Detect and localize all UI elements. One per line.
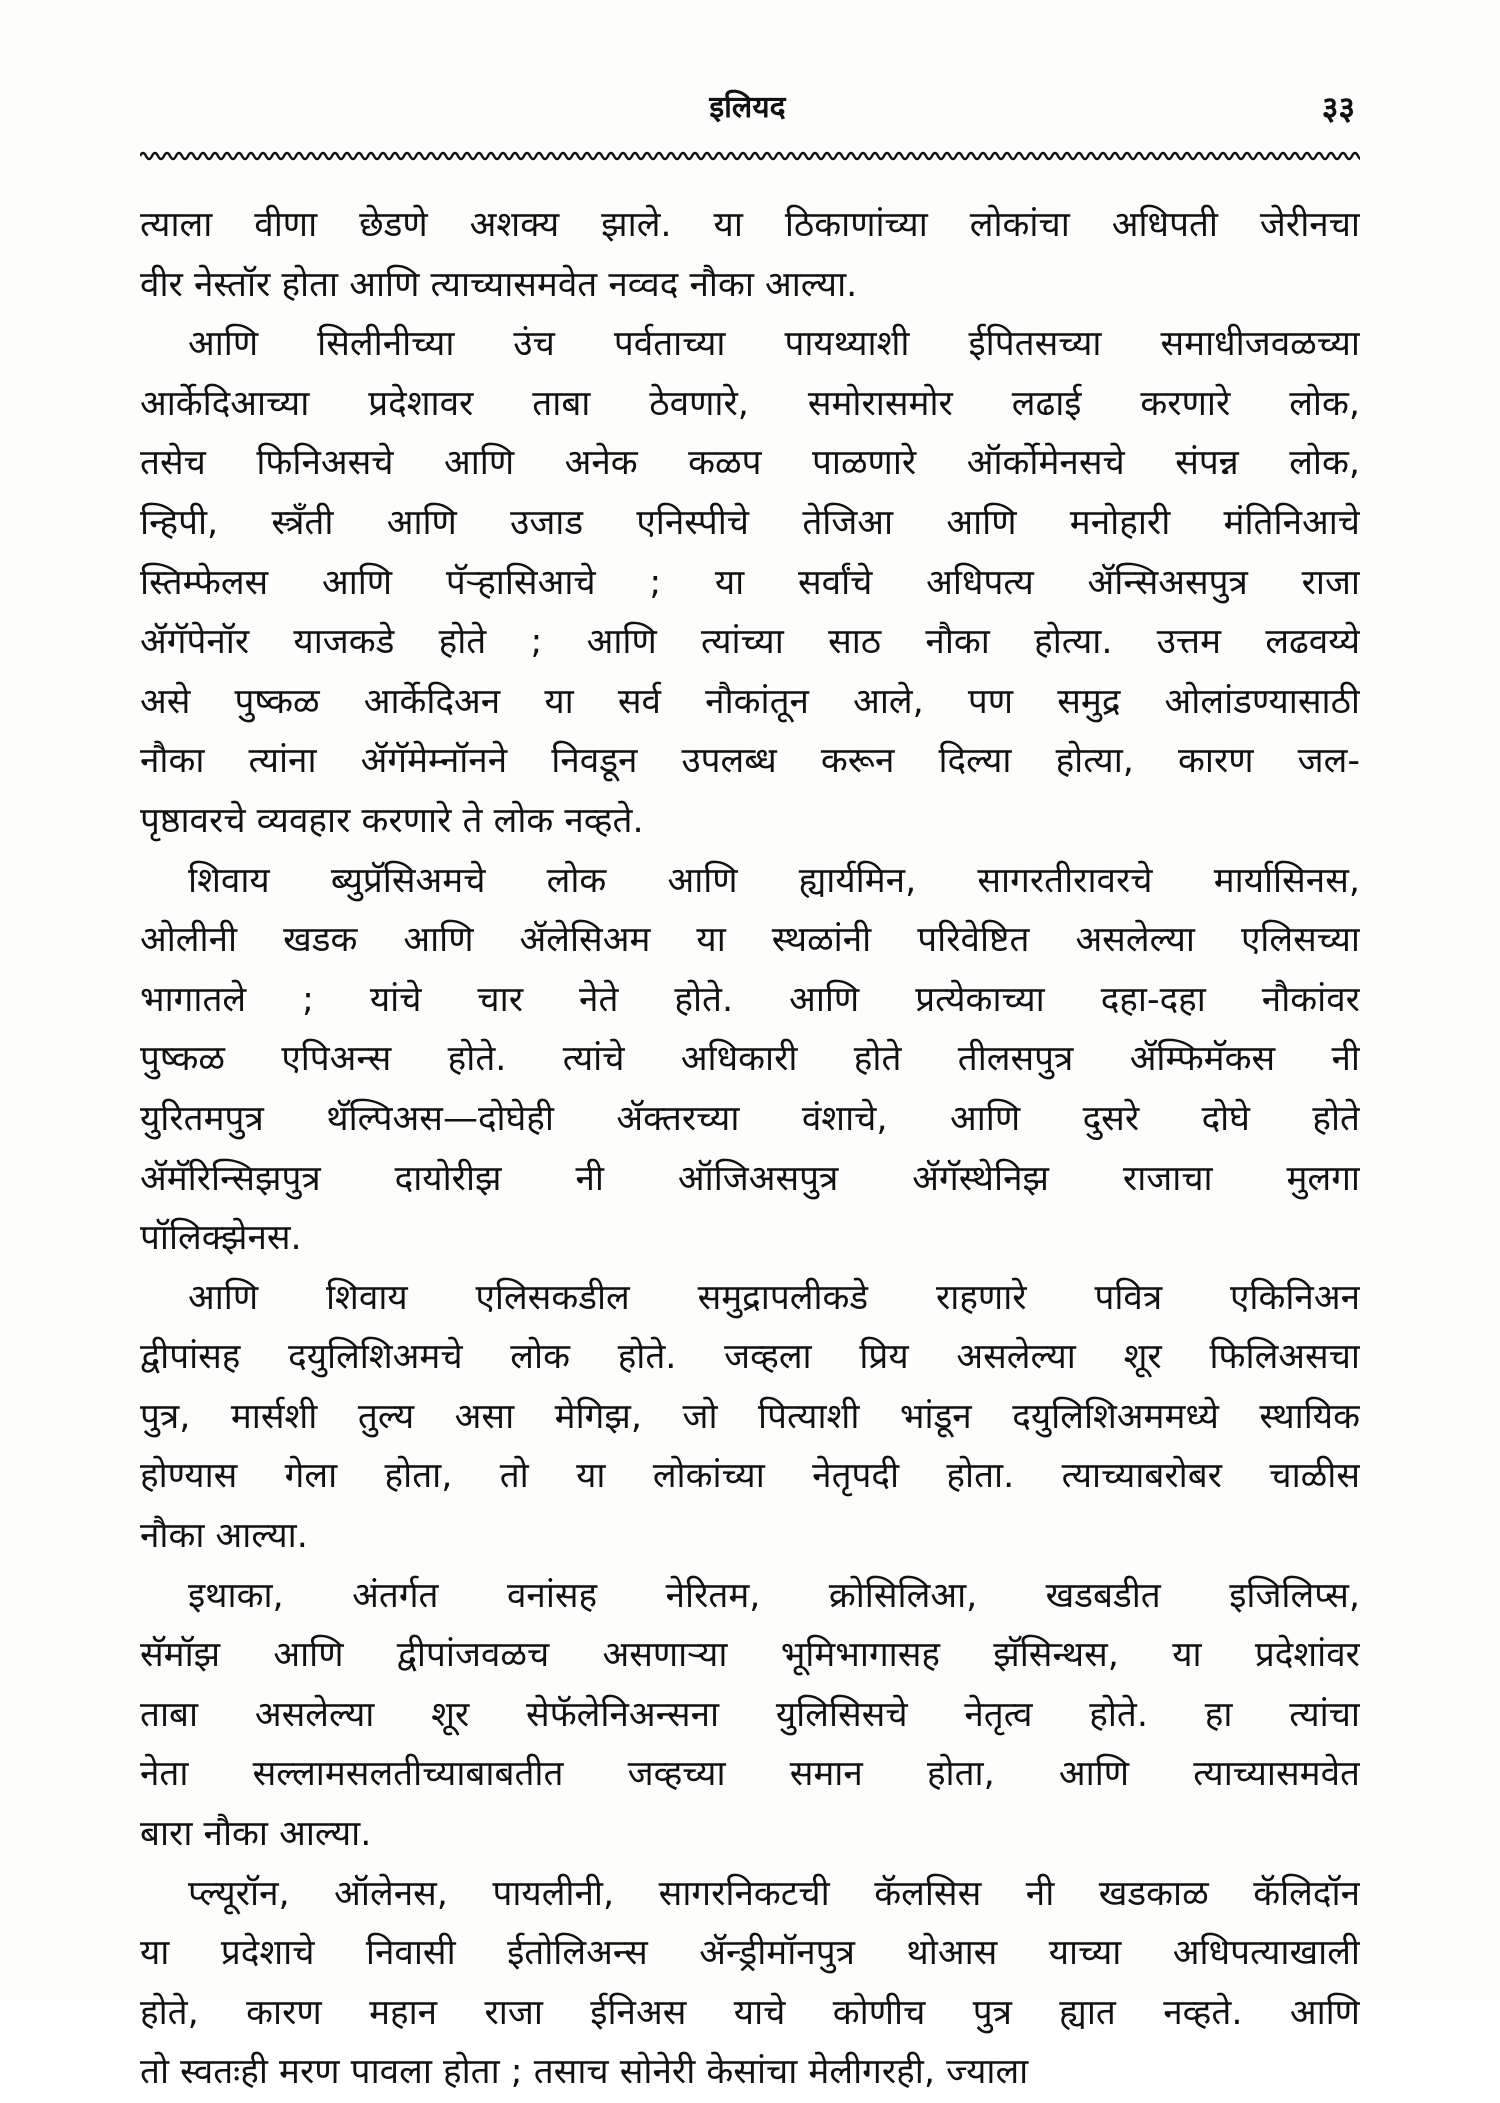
page-number: ३३ xyxy=(1321,89,1355,127)
text-line: सॅमॉझ आणि द्वीपांजवळच असणाऱ्या भूमिभागासह झॅसिन्थस, या प्रदेशांवर xyxy=(140,1635,1360,1676)
page-header xyxy=(140,88,1355,138)
text-line: नेता सल्लामसलतीच्याबाबतीत जव्हच्या समान होता, आणि त्याच्यासमवेत xyxy=(140,1754,1360,1795)
paragraph xyxy=(140,196,1360,315)
text-line: भागातले ; यांचे चार नेते होते. आणि प्रत्येकाच्या दहा-दहा नौकांवर xyxy=(140,979,1360,1020)
text-line: त्याला वीणा छेडणे अशक्य झाले. या ठिकाणांच्या लोकांचा अधिपती जेरीनचा xyxy=(140,205,1360,245)
text-line: होण्यास गेला होता, तो या लोकांच्या नेतृपदी होता. त्याच्याबरोबर चाळीस xyxy=(140,1456,1360,1497)
text-line: प्ल्यूरॉन, ऑलेनस, पायलीनी, सागरनिकटची कॅलसिस नी खडकाळ कॅलिदॉन xyxy=(188,1873,1360,1914)
text-line: पॉलिक्झेनस. xyxy=(140,1218,302,1259)
text-line: ताबा असलेल्या शूर सेफॅलेनिअन्सना युलिसिसचे नेतृत्व होते. हा त्यांचा xyxy=(140,1694,1360,1735)
text-line: तसेच फिनिअसचे आणि अनेक कळप पाळणारे ऑर्कोमेनसचे संपन्न लोक, xyxy=(140,443,1360,484)
text-line: स्तिम्फेलस आणि पॅऱ्हासिआचे ; या सर्वांचे अधिपत्य ॲन्सिअसपुत्र राजा xyxy=(140,562,1360,603)
text-line: न्हिपी, स्त्रँती आणि उजाड एनिस्पीचे तेजिआ आणि मनोहारी मंतिनिआचे xyxy=(140,502,1360,543)
running-title: इलियद xyxy=(709,90,786,125)
paragraph xyxy=(140,1269,1360,1567)
text-line: पृष्ठावरचे व्यवहार करणारे ते लोक नव्हते. xyxy=(140,800,644,841)
text-line: ॲमॅरिन्सिझपुत्र दायोरीझ नी ऑजिअसपुत्र ॲगॅस्थेनिझ राजाचा मुलगा xyxy=(140,1158,1360,1199)
text-line: होते, कारण महान राजा ईनिअस याचे कोणीच पुत्र ह्यात नव्हते. आणि xyxy=(140,1992,1360,2033)
text-line: पुत्र, मार्सशी तुल्य असा मेगिझ, जो पित्याशी भांडून दयुलिशिअममध्ये स्थायिक xyxy=(140,1396,1360,1437)
text-line: ॲगॅपेनॉर याजकडे होते ; आणि त्यांच्या साठ नौका होत्या. उत्तम लढवय्ये xyxy=(140,622,1360,663)
paragraph xyxy=(140,1567,1360,1865)
body-text xyxy=(140,196,1360,2103)
text-line: शिवाय ब्युप्रॅसिअमचे लोक आणि ह्यार्यमिन, सागरतीरावरचे मार्यासिनस, xyxy=(188,860,1360,901)
text-line: बारा नौका आल्या. xyxy=(140,1814,372,1855)
text-line: आर्केदिआच्या प्रदेशावर ताबा ठेवणारे, समोरासमोर लढाई करणारे लोक, xyxy=(140,383,1360,424)
text-line: द्वीपांसह दयुलिशिअमचे लोक होते. जव्हला प्रिय असलेल्या शूर फिलिअसचा xyxy=(140,1337,1360,1378)
text-line: युरितमपुत्र थॅल्पिअस—दोघेही ॲक्तरच्या वंशाचे, आणि दुसरे दोघे होते xyxy=(140,1098,1360,1139)
text-line: ओलीनी खडक आणि ॲलेसिअम या स्थळांनी परिवेष्टित असलेल्या एलिसच्या xyxy=(140,920,1360,961)
paragraph xyxy=(140,852,1360,1269)
text-line: नौका त्यांना ॲगॅमेम्नॉनने निवडून उपलब्ध करून दिल्या होत्या, कारण जल- xyxy=(140,741,1360,782)
text-line: आणि शिवाय एलिसकडील समुद्रापलीकडे राहणारे पवित्र एकिनिअन xyxy=(188,1277,1360,1318)
text-line: नौका आल्या. xyxy=(140,1516,308,1557)
paragraph xyxy=(140,315,1360,851)
paragraph xyxy=(140,1865,1360,2103)
text-line: पुष्कळ एपिअन्स होते. त्यांचे अधिकारी होते तीलसपुत्र ॲम्फिमॅकस नी xyxy=(140,1039,1360,1080)
text-line: वीर नेस्तॉर होता आणि त्याच्यासमवेत नव्वद नौका आल्या. xyxy=(140,264,858,305)
ornamental-rule xyxy=(140,148,1360,164)
text-line: असे पुष्कळ आर्केदिअन या सर्व नौकांतून आले, पण समुद्र ओलांडण्यासाठी xyxy=(140,681,1360,722)
text-line: तो स्वतःही मरण पावला होता ; तसाच सोनेरी केसांचा मेलीगरही, ज्याला xyxy=(140,2052,1029,2093)
text-line: आणि सिलीनीच्या उंच पर्वताच्या पायथ्याशी ईपितसच्या समाधीजवळच्या xyxy=(188,324,1360,365)
text-line: या प्रदेशाचे निवासी ईतोलिअन्स ॲन्ड्रीमॉनपुत्र थोआस याच्या अधिपत्याखाली xyxy=(140,1933,1360,1974)
text-line: इथाका, अंतर्गत वनांसह नेरितम, क्रोसिलिआ, खडबडीत इजिलिप्स, xyxy=(188,1575,1360,1616)
